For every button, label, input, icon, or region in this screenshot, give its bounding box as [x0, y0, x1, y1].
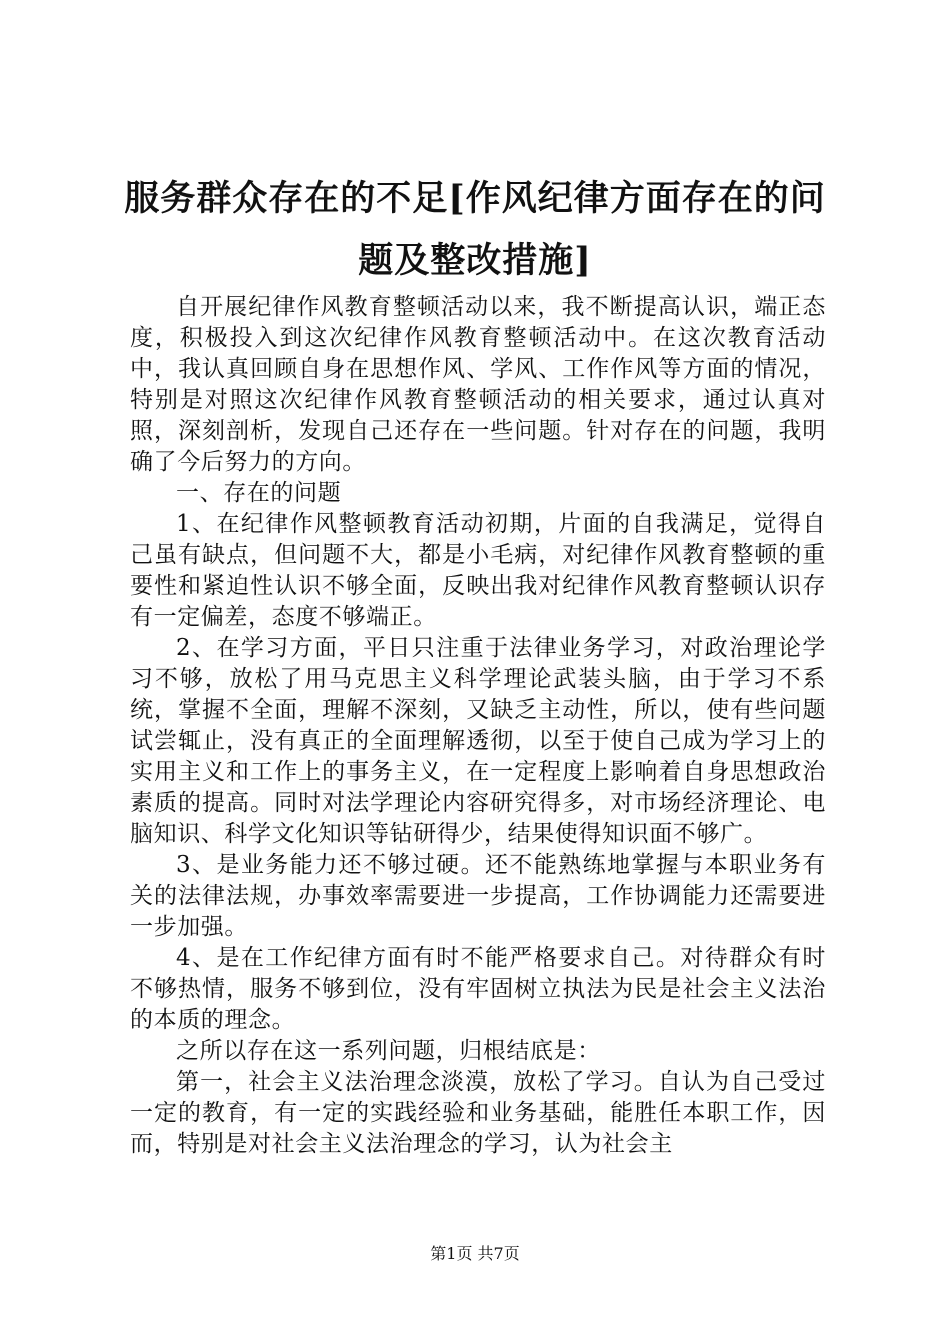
- paragraph-problem-4: 4、是在工作纪律方面有时不能严格要求自己。对待群众有时不够热情，服务不够到位，没有牢固树立执法为民是社会主义法治的本质的理念。: [130, 945, 826, 1033]
- document-title: [120, 168, 830, 292]
- page-number: 第1页 共7页: [430, 1244, 520, 1263]
- title-line-1: 服务群众存在的不足[作风纪律方面存在的问: [124, 178, 826, 219]
- paragraph-problem-2: 2、在学习方面，平日只注重于法律业务学习，对政治理论学习不够，放松了用马克思主义科学理论武装头脑，由于学习不系统，掌握不全面，理解不深刻，又缺乏主动性，所以，使有些问题试尝辄止，没有真正的全面理解透彻，以至于使自己成为学习上的实用主义和工作上的事务主义，在一定程度上影响着自身思想政治素质的提高。同时对法学理论内容研究得多，对市场经济理论、电脑知识、科学文化知识等钻研得少，结果使得知识面不够广。: [130, 635, 826, 847]
- paragraph-problem-3: 3、是业务能力还不够过硬。还不能熟练地掌握与本职业务有关的法律法规，办事效率需要进一步提高，工作协调能力还需要进一步加强。: [130, 852, 826, 940]
- paragraph-root-cause-intro: 之所以存在这一系列问题，归根结底是：: [176, 1038, 601, 1064]
- paragraph-cause-1: 第一，社会主义法治理念淡漠，放松了学习。自认为自己受过一定的教育，有一定的实践经验和业务基础，能胜任本职工作，因而，特别是对社会主义法治理念的学习，认为社会主: [130, 1069, 826, 1157]
- section-heading-problems: 一、存在的问题: [176, 480, 342, 506]
- document-body: [130, 292, 826, 1160]
- title-line-2: 题及整改措施]: [358, 240, 592, 281]
- paragraph-intro: 自开展纪律作风教育整顿活动以来，我不断提高认识，端正态度，积极投入到这次纪律作风教育整顿活动中。在这次教育活动中，我认真回顾自身在思想作风、学风、工作作风等方面的情况，特别是对照这次纪律作风教育整顿活动的相关要求，通过认真对照，深刻剖析，发现自己还存在一些问题。针对存在的问题，我明确了今后努力的方向。: [130, 294, 826, 475]
- paragraph-problem-1: 1、在纪律作风整顿教育活动初期，片面的自我满足，觉得自己虽有缺点，但问题不大，都是小毛病，对纪律作风教育整顿的重要性和紧迫性认识不够全面，反映出我对纪律作风教育整顿认识存有一定偏差，态度不够端正。: [130, 511, 826, 630]
